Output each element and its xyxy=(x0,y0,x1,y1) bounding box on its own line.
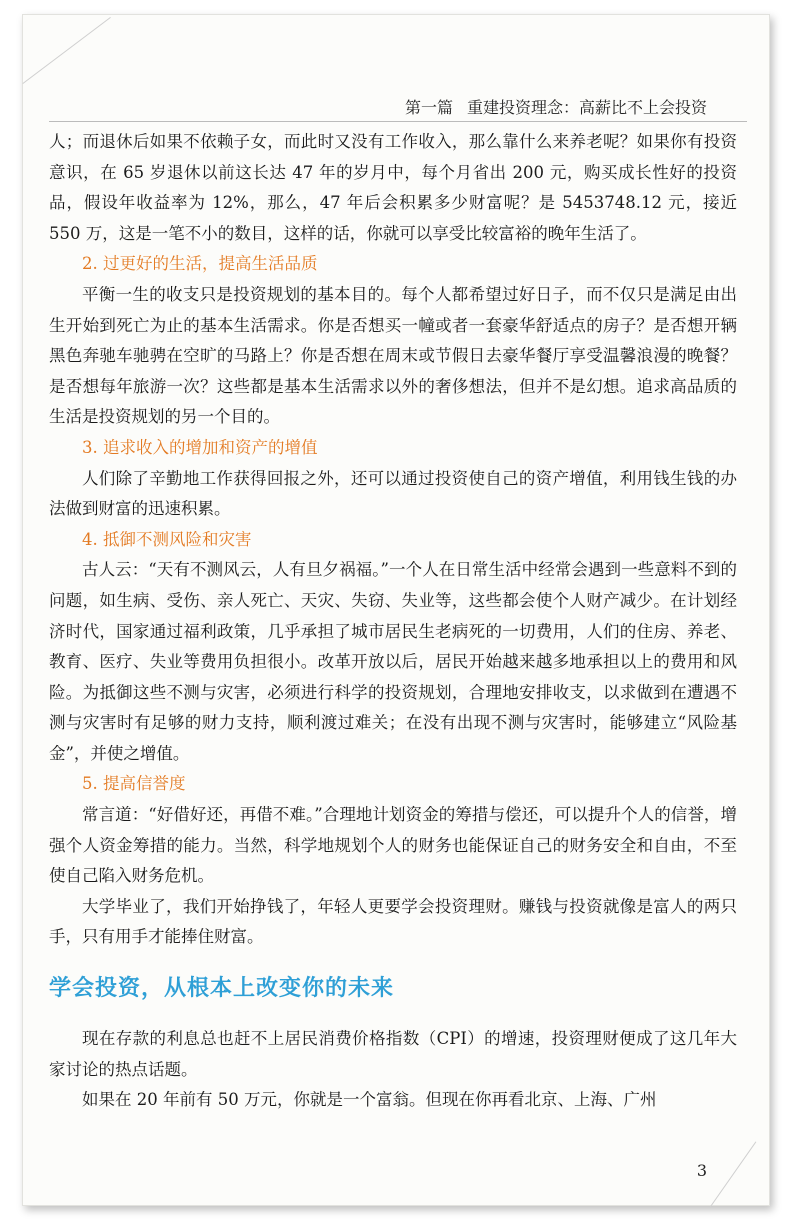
body-paragraph: 古人云：“天有不测风云，人有旦夕祸福。”一个人在日常生活中经常会遇到一些意料不到的问题，如生病、受伤、亲人死亡、天灾、失窃、失业等，这些都会使个人财产减少。在计划经济时代，国家通过福利政策，几乎承担了城市居民生老病死的一切费用，人们的住房、养老、教育、医疗、失业等费用负担很小。改革开放以后，居民开始越来越多地承担以上的费用和风险。为抵御这些不测与灾害，必须进行科学的投资规划，合理地安排收支，以求做到在遭遇不测与灾害时有足够的财力支持，顺利渡过难关；在没有出现不测与灾害时，能够建立“风险基金”，并使之增值。 xyxy=(49,560,737,763)
body-paragraph: 常言道：“好借好还，再借不难。”合理地计划资金的筹措与偿还，可以提升个人的信誉，增强个人资金筹措的能力。当然，科学地规划个人的财务也能保证自己的财务安全和自由，不至使自己陷入财务危机。 xyxy=(49,805,737,886)
page-body xyxy=(49,127,737,1116)
running-header xyxy=(405,95,707,118)
header-rule xyxy=(49,121,747,122)
page-number: 3 xyxy=(696,1161,707,1180)
section-heading: 2. 过更好的生活，提高生活品质 xyxy=(82,254,318,274)
section-heading: 5. 提高信誉度 xyxy=(82,774,186,794)
body-paragraph: 人；而退休后如果不依赖子女，而此时又没有工作收入，那么靠什么来养老呢？如果你有投资意识，在 65 岁退休以前这长达 47 年的岁月中，每个月省出 200 元，购买成长性好的投资品，假设年收益率为 12%，那么，47 年后会积累多少财富呢？是 5453748.12 元，接近 550 万，这是一笔不小的数目，这样的话，你就可以享受比较富裕的晚年生活了。 xyxy=(49,132,737,243)
section-heading: 3. 追求收入的增加和资产的增值 xyxy=(82,437,318,457)
body-paragraph: 人们除了辛勤地工作获得回报之外，还可以通过投资使自己的资产增值，利用钱生钱的办法做到财富的迅速积累。 xyxy=(49,468,737,519)
body-paragraph: 如果在 20 年前有 50 万元，你就是一个富翁。但现在你再看北京、上海、广州 xyxy=(82,1090,657,1110)
body-paragraph: 现在存款的利息总也赶不上居民消费价格指数（CPI）的增速，投资理财便成了这几年大家讨论的热点话题。 xyxy=(49,1029,737,1079)
book-page xyxy=(22,14,770,1206)
body-paragraph: 大学毕业了，我们开始挣钱了，年轻人更要学会投资理财。赚钱与投资就像是富人的两只手，只有用手才能捧住财富。 xyxy=(49,896,737,947)
chapter-heading: 学会投资，从根本上改变你的未来 xyxy=(49,975,395,1002)
header-part: 第一篇 xyxy=(404,98,453,117)
page-corner-fold-bottom xyxy=(710,1141,757,1207)
body-paragraph: 平衡一生的收支只是投资规划的基本目的。每个人都希望过好日子，而不仅只是满足由出生开始到死亡为止的基本生活需求。你是否想买一幢或者一套豪华舒适点的房子？是否想开辆黑色奔驰车驰骋在空旷的马路上？你是否想在周末或节假日去豪华餐厅享受温馨浪漫的晚餐？是否想每年旅游一次？这些都是基本生活需求以外的奢侈想法，但并不是幻想。追求高品质的生活是投资规划的另一个目的。 xyxy=(49,284,737,427)
page-corner-fold xyxy=(0,0,111,84)
header-title: 重建投资理念：高薪比不上会投资 xyxy=(466,98,707,117)
section-heading: 4. 抵御不测风险和灾害 xyxy=(82,529,252,549)
